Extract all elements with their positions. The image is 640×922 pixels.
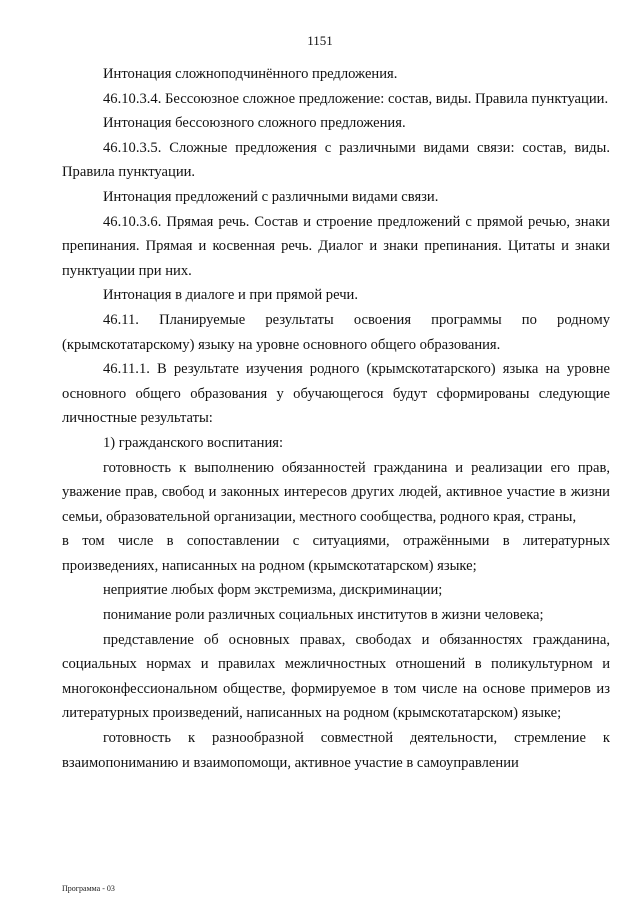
paragraph: Интонация предложений с различными видами связи. (103, 188, 439, 205)
page-number: 1151 (307, 33, 333, 48)
document-body (62, 62, 610, 775)
paragraph: Интонация сложноподчинённого предложения. (103, 66, 398, 82)
paragraph: 46.10.3.5. Сложные предложения с различными видами связи: состав, виды. Правила пунктуации. (62, 139, 610, 181)
footer-label: Программа - 03 (62, 884, 115, 893)
paragraph: готовность к выполнению обязанностей гражданина и реализации его прав, уважение прав, свобод и законных интересов других людей, активное участие в жизни семьи, образовательной организации, местного сообщества, родного края, страны, (62, 459, 610, 525)
paragraph: 46.10.3.6. Прямая речь. Состав и строение предложений с прямой речью, знаки препинания. Прямая и косвенная речь. Диалог и знаки препинания. Цитаты и знаки пунктуации при них. (62, 213, 610, 279)
paragraph: 46.11.1. В результате изучения родного (крымскотатарского) языка на уровне основного общего образования у обучающегося будут сформированы следующие личностные результаты: (62, 361, 610, 427)
paragraph: Интонация бессоюзного сложного предложения. (103, 115, 406, 132)
paragraph: Интонация в диалоге и при прямой речи. (103, 287, 359, 304)
paragraph: понимание роли различных социальных институтов в жизни человека; (103, 607, 544, 624)
paragraph: 46.10.3.4. Бессоюзное сложное предложение: состав, виды. Правила пунктуации. (103, 90, 609, 107)
paragraph: готовность к разнообразной совместной деятельности, стремление к взаимопониманию и взаимопомощи, активное участие в самоуправлении (62, 730, 610, 771)
paragraph: представление об основных правах, свободах и обязанностях гражданина, социальных нормах и правилах межличностных отношений в поликультурном и многоконфессиональном обществе, формируемое в том числе на основе примеров из литературных произведений, написанных на родном (крымскотатарском) языке; (62, 631, 610, 722)
paragraph: 1) гражданского воспитания: (103, 434, 284, 451)
paragraph: 46.11. Планируемые результаты освоения программы по родному (крымскотатарскому) языку на уровне основного общего образования. (62, 311, 610, 353)
paragraph: неприятие любых форм экстремизма, дискриминации; (103, 582, 443, 599)
paragraph: в том числе в сопоставлении с ситуациями, отражёнными в литературных произведениях, написанных на родном (крымскотатарском) языке; (62, 533, 610, 574)
